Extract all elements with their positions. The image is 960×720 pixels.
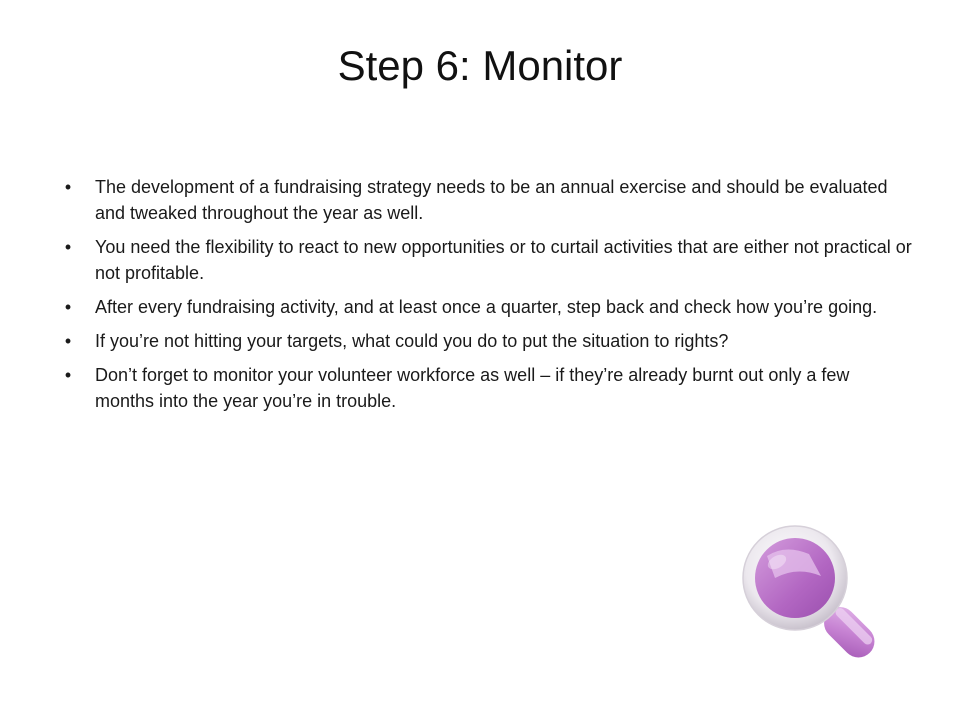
bullet-text: The development of a fundraising strategy needs to be an annual exercise and should be evaluated and tweaked throughout the year as well.: [95, 177, 888, 223]
magnifying-glass-icon: [735, 520, 885, 660]
bullet-dot: •: [64, 237, 72, 257]
slide-title: Step 6: Monitor: [337, 42, 623, 89]
bullet-dot: •: [64, 297, 72, 317]
bullet-dot: •: [64, 177, 72, 197]
bullet-text: If you’re not hitting your targets, what could you do to put the situation to rights?: [95, 331, 729, 351]
bullet-item: [62, 328, 912, 354]
bullet-text: After every fundraising activity, and at least once a quarter, step back and check how you’re going.: [95, 297, 878, 317]
bullet-item: [62, 362, 912, 414]
bullet-text: Don’t forget to monitor your volunteer workforce as well – if they’re already burnt out only a few months into the year you’re in trouble.: [95, 365, 850, 411]
bullet-item: [62, 174, 912, 226]
bullet-item: [62, 294, 912, 320]
bullet-text: You need the flexibility to react to new opportunities or to curtail activities that are either not practical or not profitable.: [95, 237, 912, 283]
bullet-list: [62, 174, 912, 422]
bullet-item: [62, 234, 912, 286]
bullet-dot: •: [64, 331, 72, 351]
bullet-dot: •: [64, 365, 72, 385]
